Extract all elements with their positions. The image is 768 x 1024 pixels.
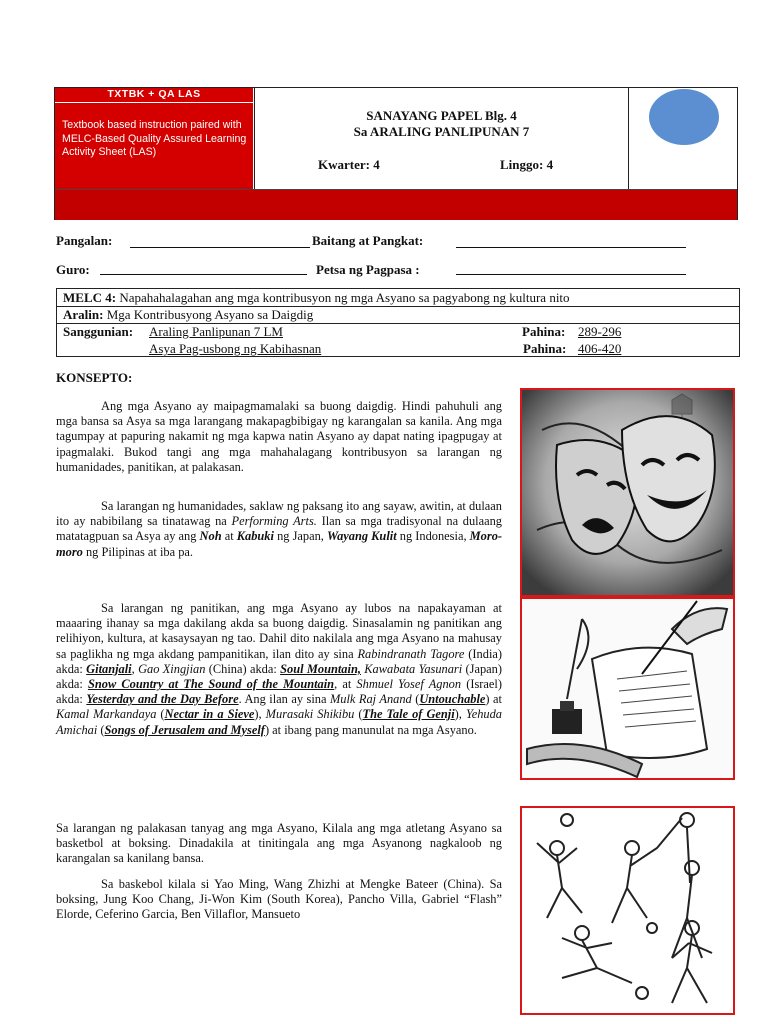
athletes-sketch-image (520, 806, 735, 1015)
melc-row (57, 289, 739, 307)
teacher-field[interactable] (100, 274, 307, 275)
lesson-text: Mga Kontribusyong Asyano sa Daigdig (106, 307, 314, 322)
name-label: Pangalan: (56, 233, 113, 248)
page-label: Pahina: (523, 341, 567, 356)
quarter-label: Kwarter: 4 (318, 157, 380, 172)
logo-circle (649, 89, 719, 145)
submission-date-label: Petsa ng Pagpasa : (316, 262, 420, 277)
reference-row (57, 323, 739, 357)
page-range-1: 289-296 (578, 324, 622, 339)
theater-masks-image (520, 388, 735, 597)
worksheet-subject: Sa ARALING PANLIPUNAN 7 (353, 124, 530, 139)
melc-text: Napahahalagahan ang mga kontribusyon ng mga Asyano sa pagyabong ng kultura nito (119, 290, 570, 305)
grade-section-label: Baitang at Pangkat: (312, 233, 424, 248)
teacher-label: Guro: (56, 262, 90, 277)
paragraph-literature: Sa larangan ng panitikan, ang mga Asyano ay lubos na napakayaman at maaaring ihanay sa mga dakilang akda sa buong daigdig. Sinasalamin ng panitikan ang relihiyon, kultura, at kasaysayan ng tao. Dahil dito nakilala ang mga Asyano na mahusay sa paglikha ng mga akdang pampanitikan, ilan dito ay sina Rabindranath Tagore (India) akda: Gitanjali, Gao Xingjian (China) akda: Soul Mountain, Kawabata Yasunari (Japan) akda: Snow Country at The Sound of the Mountain, at Shmuel Yosef Agnon (Israel) akda: Yesterday and the Day Before. Ang ilan ay sina Mulk Raj Anand (Untouchable) at Kamal Markandaya (Nectar in a Sieve), Murasaki Shikibu (The Tale of Genji), Yehuda Amichai (Songs of Jerusalem and Myself) at ibang pang manunulat na mga Asyano. (56, 601, 503, 737)
header-red-band (55, 189, 737, 220)
name-field[interactable] (130, 247, 310, 248)
lesson-row (57, 306, 739, 324)
paragraph-sports: Sa larangan ng palakasan tanyag ang mga Asyano, Kilala ang mga atletang Asyano sa basketbol at boksing. Dinadakila at tinitingala ang mga Asyanong nagkaloob ng karangalan sa kanilang bansa. (56, 821, 502, 866)
grade-section-field[interactable] (456, 247, 686, 248)
reference-label: Sanggunian: (63, 324, 134, 339)
header-divider (628, 88, 629, 189)
theater-masks-icon (522, 390, 733, 595)
page-label: Pahina: (522, 324, 566, 339)
header-tag: TXTBK + QA LAS (55, 88, 253, 103)
quill-icon (522, 599, 733, 778)
melc-table (56, 288, 740, 357)
athletes-icon (522, 808, 733, 1013)
worksheet-title: SANAYANG PAPEL Blg. 4 (366, 108, 517, 123)
paragraph-athletes: Sa baskebol kilala si Yao Ming, Wang Zhizhi at Mengke Bateer (China). Sa boksing, Jung Koo Chang, Ji-Won Kim (South Korea), Pancho Villa, Gabriel “Flash” Elorde, Ceferino Garcia, Ben Villaflor, Mansueto (56, 877, 502, 922)
concept-heading: KONSEPTO: (56, 370, 133, 385)
lesson-label: Aralin: (63, 307, 104, 322)
reference-1: Araling Panlipunan 7 LM (149, 324, 283, 339)
page-range-2: 406-420 (578, 341, 622, 356)
week-label: Linggo: 4 (500, 157, 554, 172)
submission-date-field[interactable] (456, 274, 686, 275)
quill-and-scroll-image (520, 597, 735, 780)
paragraph-humanities: Sa larangan ng humanidades, saklaw ng paksang ito ang sayaw, awitin, at dulaan ito ay nabibilang sa tinatawag na Performing Arts. Ilan sa mga tradisyonal na dulaang matatagpuan sa Asya ay ang Noh at Kabuki ng Japan, Wayang Kulit ng Indonesia, Moro-moro ng Pilipinas at iba pa. (56, 499, 503, 559)
reference-2: Asya Pag-usbong ng Kabihasnan (149, 341, 322, 356)
melc-label: MELC 4: (63, 290, 117, 305)
paragraph-intro: Ang mga Asyano ay maipagmamalaki sa buong daigdig. Hindi pahuhuli ang mga bansa sa Asya sa mga larangang makapagbibigay ng karangalan sa kanila. Ang mga tagumpay at papuring nakamit ng mga kapwa natin Asyano ay dapat nating ipagpugay at ipagmalaki. Bukod tangi ang mga mahahalagang kontribusyon sa larangan ng humanidades, panitikan, at palakasan. (56, 399, 502, 474)
header-tag-description: Textbook based instruction paired with MELC-Based Quality Assured Learning Activity Sheet (LAS) (62, 119, 247, 158)
